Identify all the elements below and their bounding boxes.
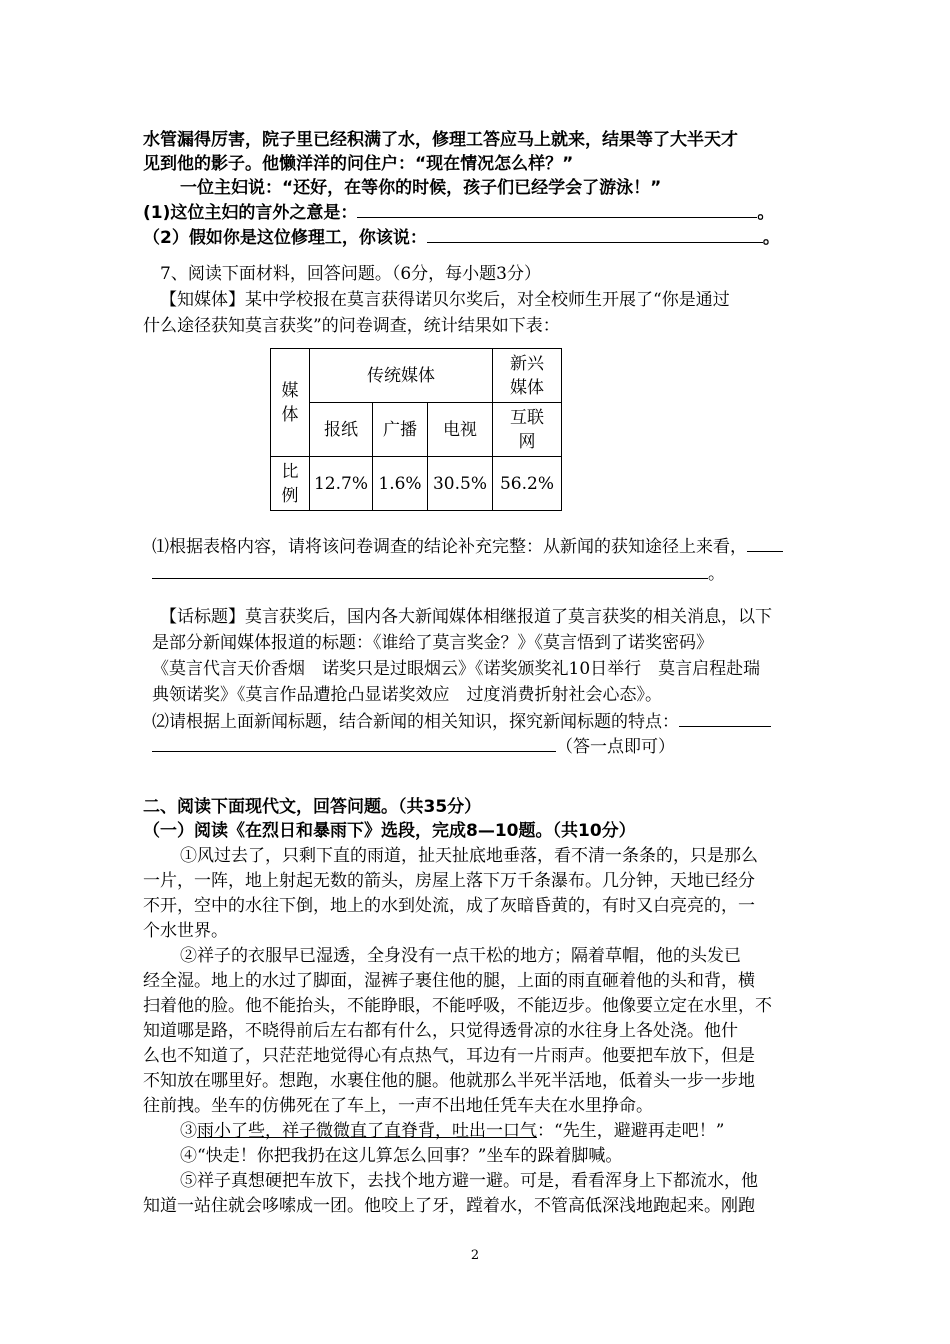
- question-7-2-text: ⑵请根据上面新闻标题，结合新闻的相关知识，探究新闻标题的特点：: [152, 712, 679, 732]
- internet-label-1: 互联: [510, 407, 544, 428]
- col-newspaper: 报纸: [310, 403, 373, 457]
- answer-blank[interactable]: [357, 201, 757, 218]
- new-media-header: [493, 349, 562, 403]
- passage-line: 扫着他的脸。他不能抬头，不能睁眼，不能呼吸，不能迈步。他像要立定在水里，不: [143, 996, 772, 1016]
- topic-line-4: 典领诺奖》《莫言作品遭抢凸显诺奖效应 过度消费折射社会心态》。: [152, 685, 662, 705]
- passage-line: 么也不知道了，只茫茫地觉得心有点热气，耳边有一片雨声。他要把车放下，但是: [143, 1046, 755, 1066]
- value-radio: 1.6%: [373, 457, 428, 511]
- question-6-2: [143, 226, 780, 249]
- section-2-title: 二、阅读下面现代文，回答问题。（共35分）: [143, 797, 482, 817]
- question-7-1-cont: [152, 562, 725, 585]
- answer-blank[interactable]: [679, 710, 771, 727]
- ratio-label-2: 例: [281, 485, 299, 506]
- question-7-1-end: 。: [708, 564, 725, 584]
- answer-blank[interactable]: [152, 562, 708, 579]
- passage-line: 经全湿。地上的水过了脚面，湿裤子裹住他的腿，上面的雨直砸着他的头和背，横: [143, 971, 755, 991]
- col-internet: [493, 403, 562, 457]
- know-media-line-2: 什么途径获知莫言获奖”的问卷调查，统计结果如下表：: [143, 316, 560, 336]
- topic-line-1: 【话标题】莫言获奖后，国内各大新闻媒体相继报道了莫言获奖的相关消息，以下: [160, 607, 772, 627]
- topic-line-2: 是部分新闻媒体报道的标题：《谁给了莫言奖金？》《莫言悟到了诺奖密码》: [152, 633, 713, 653]
- passage-line: 个水世界。: [143, 921, 228, 941]
- intro-line-2: 见到他的影子。他懒洋洋的问住户：“现在情况怎么样？”: [143, 154, 574, 174]
- value-newspaper: 12.7%: [310, 457, 373, 511]
- answer-blank[interactable]: [427, 226, 763, 243]
- ratio-label-cell: [271, 457, 310, 511]
- underlined-sentence: 雨小了些，祥子微微直了直脊背，吐出一口气: [197, 1121, 537, 1141]
- answer-blank[interactable]: [152, 735, 556, 752]
- question-6-1: [143, 201, 774, 224]
- media-label-1: 媒: [281, 380, 299, 401]
- new-media-label-1: 新兴: [510, 353, 544, 374]
- col-tv: 电视: [428, 403, 493, 457]
- intro-line-3: 一位主妇说：“还好，在等你的时候，孩子们已经学会了游泳！”: [180, 178, 662, 198]
- question-7-title: 7、阅读下面材料，回答问题。（6分，每小题3分）: [160, 264, 541, 284]
- passage-line: 知道一站住就会哆嗦成一团。他咬上了牙，蹚着水，不管高低深浅地跑起来。刚跑: [143, 1196, 755, 1216]
- passage-line: 一片，一阵，地上射起无数的箭头，房屋上落下万千条瀑布。几分钟，天地已经分: [143, 871, 755, 891]
- value-internet: 56.2%: [493, 457, 562, 511]
- value-tv: 30.5%: [428, 457, 493, 511]
- page-number: 2: [470, 1248, 480, 1263]
- paragraph-3: ③雨小了些，祥子微微直了直脊背，吐出一口气：“先生，避避再走吧！”: [180, 1121, 725, 1141]
- question-7-2: [152, 710, 771, 733]
- part-1-title: （一）阅读《在烈日和暴雨下》选段，完成8—10题。（共10分）: [143, 821, 636, 841]
- answer-blank[interactable]: [747, 535, 783, 552]
- question-6-1-end: 。: [757, 203, 775, 223]
- passage-line: 知道哪是路，不晓得前后左右都有什么，只觉得透骨凉的水往身上各处浇。他什: [143, 1021, 738, 1041]
- question-7-1: [152, 535, 783, 558]
- paragraph-3-rest: ：“先生，避避再走吧！”: [537, 1121, 725, 1141]
- question-7-2-end: （答一点即可）: [556, 737, 675, 757]
- passage-line: ②祥子的衣服早已湿透，全身没有一点干松的地方；隔着草帽，他的头发已: [180, 946, 741, 966]
- passage-line: 往前拽。坐车的仿佛死在了车上，一声不出地任凭车夫在水里挣命。: [143, 1096, 653, 1116]
- question-7-1-text: ⑴根据表格内容，请将该问卷调查的结论补充完整：从新闻的获知途径上来看，: [152, 537, 747, 557]
- passage-line: ①风过去了，只剩下直的雨道，扯天扯底地垂落，看不清一条条的，只是那么: [180, 846, 758, 866]
- internet-label-2: 网: [518, 431, 536, 452]
- media-header-cell: [271, 349, 310, 457]
- media-label-2: 体: [281, 404, 299, 425]
- passage-line: 不知放在哪里好。想跑，水裹住他的腿。他就那么半死半活地，低着头一步一步地: [143, 1071, 755, 1091]
- traditional-media-header: 传统媒体: [310, 349, 493, 403]
- question-7-2-cont: [152, 735, 675, 758]
- question-6-1-text: (1)这位主妇的言外之意是：: [143, 203, 358, 223]
- passage-line: 不开，空中的水往下倒，地上的水到处流，成了灰暗昏黄的，有时又白亮亮的，一: [143, 896, 755, 916]
- topic-line-3: 《莫言代言天价香烟 诺奖只是过眼烟云》《诺奖颁奖礼10日举行 莫言启程赴瑞: [152, 659, 761, 679]
- paragraph-4: ④“快走！你把我扔在这儿算怎么回事？”坐车的跺着脚喊。: [180, 1146, 623, 1166]
- know-media-line-1: 【知媒体】某中学校报在莫言获得诺贝尔奖后，对全校师生开展了“你是通过: [160, 290, 730, 310]
- question-6-2-end: 。: [762, 228, 780, 248]
- ratio-label-1: 比: [281, 461, 299, 482]
- new-media-label-2: 媒体: [510, 377, 544, 398]
- passage-line: ⑤祥子真想硬把车放下，去找个地方避一避。可是，看看浑身上下都流水，他: [180, 1171, 758, 1191]
- question-6-2-text: （2）假如你是这位修理工，你该说：: [143, 228, 427, 248]
- col-radio: 广播: [373, 403, 428, 457]
- intro-line-1: 水管漏得厉害，院子里已经积满了水，修理工答应马上就来，结果等了大半天才: [143, 130, 738, 150]
- media-survey-table: [270, 348, 562, 511]
